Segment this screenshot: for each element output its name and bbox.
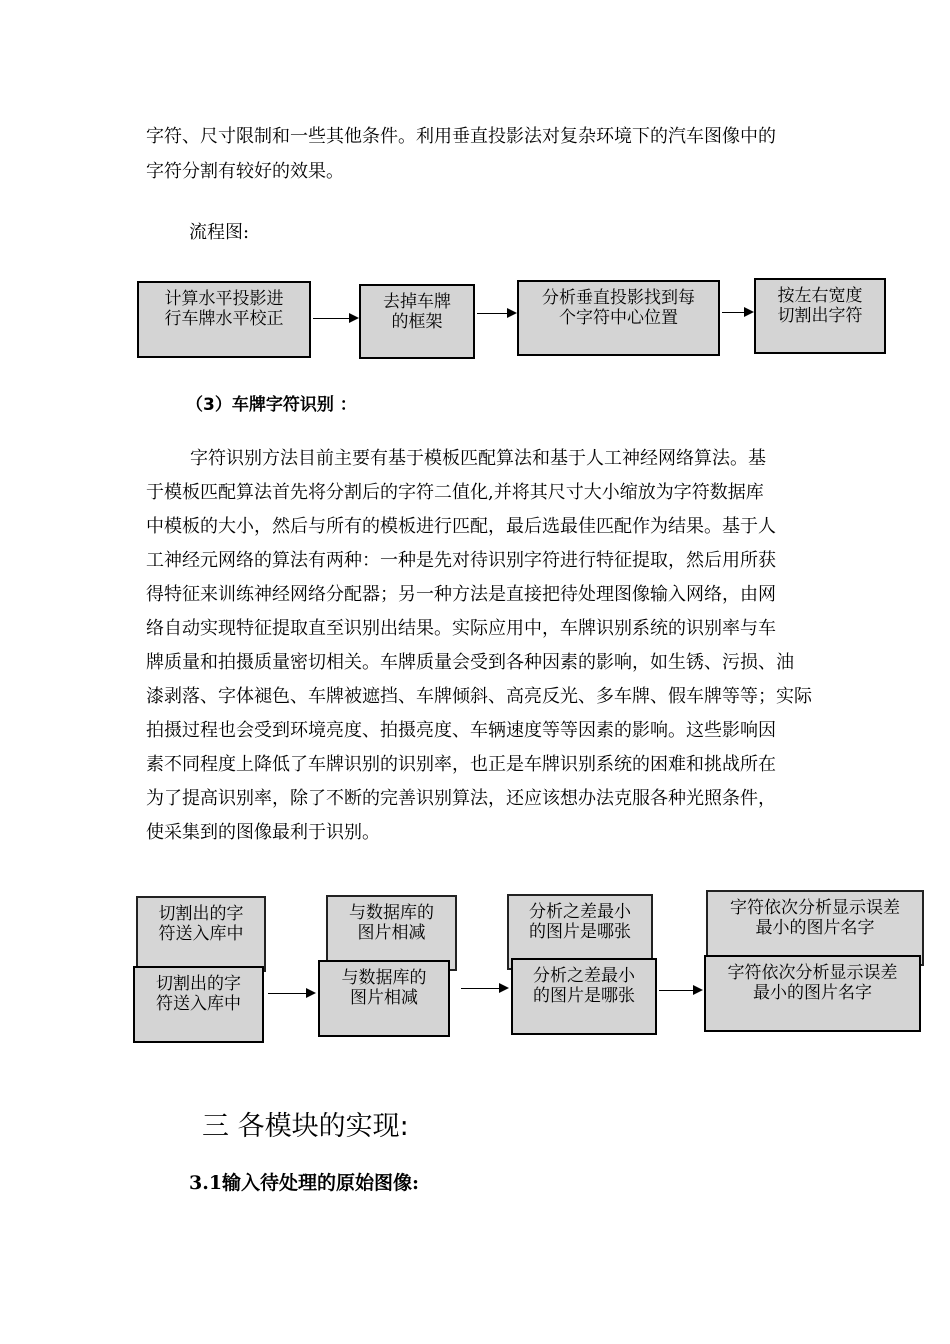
flow2-arrow-1	[268, 993, 314, 994]
flow1-arrow-1	[313, 318, 357, 319]
body-line: 牌质量和拍摄质量密切相关。车牌质量会受到各种因素的影响，如生锈、污损、油	[146, 652, 794, 673]
flow1-arrow-3	[722, 312, 752, 313]
body-line: 拍摄过程也会受到环境亮度、拍摄亮度、车辆速度等等因素的影响。这些影响因	[146, 720, 776, 741]
flow1-step-remove-frame: 去掉车牌 的框架	[359, 284, 475, 359]
flow2-back-box-4: 字符依次分析显示误差 最小的图片名字	[706, 890, 924, 966]
body-line: 络自动实现特征提取直至识别出结果。实际应用中，车牌识别系统的识别率与车	[146, 618, 776, 639]
subsection-heading: 3.1输入待处理的原始图像:	[189, 1172, 420, 1194]
flow2-step-subtract-database: 与数据库的 图片相减	[318, 960, 450, 1037]
body-line: 字符识别方法目前主要有基于模板匹配算法和基于人工神经网络算法。基	[190, 448, 766, 469]
flowchart-label: 流程图:	[189, 222, 250, 243]
flow1-step-horizontal-projection: 计算水平投影进 行车牌水平校正	[137, 281, 311, 358]
body-line: 素不同程度上降低了车牌识别的识别率，也正是车牌识别系统的困难和挑战所在	[146, 754, 776, 775]
flow2-step-send-to-library: 切割出的字 符送入库中	[133, 966, 264, 1043]
flow2-arrow-2	[461, 988, 507, 989]
flow1-step-vertical-projection: 分析垂直投影找到每 个字符中心位置	[517, 280, 720, 356]
intro-line-1: 字符、尺寸限制和一些其他条件。利用垂直投影法对复杂环境下的汽车图像中的	[146, 126, 776, 147]
body-line: 使采集到的图像最利于识别。	[146, 822, 380, 843]
body-line: 为了提高识别率，除了不断的完善识别算法，还应该想办法克服各种光照条件，	[146, 788, 776, 809]
body-line: 中模板的大小，然后与所有的模板进行匹配，最后选最佳匹配作为结果。基于人	[146, 516, 776, 537]
intro-line-2: 字符分割有较好的效果。	[146, 161, 344, 182]
flow1-arrow-2	[477, 313, 515, 314]
flow2-step-min-difference: 分析之差最小 的图片是哪张	[511, 958, 657, 1035]
body-line: 于模板匹配算法首先将分割后的字符二值化,并将其尺寸大小缩放为字符数据库	[146, 482, 764, 503]
flow2-back-box-3: 分析之差最小 的图片是哪张	[507, 894, 653, 970]
body-line: 得特征来训练神经网络分配器；另一种方法是直接把待处理图像输入网络，由网	[146, 584, 776, 605]
body-line: 工神经元网络的算法有两种：一种是先对待识别字符进行特征提取，然后用所获	[146, 550, 776, 571]
flow2-back-box-2: 与数据库的 图片相减	[326, 895, 457, 971]
chapter-heading: 三 各模块的实现:	[202, 1111, 409, 1142]
section-3-heading: （3）车牌字符识别 ：	[186, 395, 357, 415]
body-line: 漆剥落、字体褪色、车牌被遮挡、车牌倾斜、高亮反光、多车牌、假车牌等等；实际	[146, 686, 812, 707]
flow1-step-cut-characters: 按左右宽度 切割出字符	[754, 278, 886, 354]
flow2-back-box-1: 切割出的字 符送入库中	[136, 896, 266, 972]
flow2-arrow-3	[659, 990, 701, 991]
flow2-step-show-name: 字符依次分析显示误差 最小的图片名字	[704, 955, 921, 1032]
